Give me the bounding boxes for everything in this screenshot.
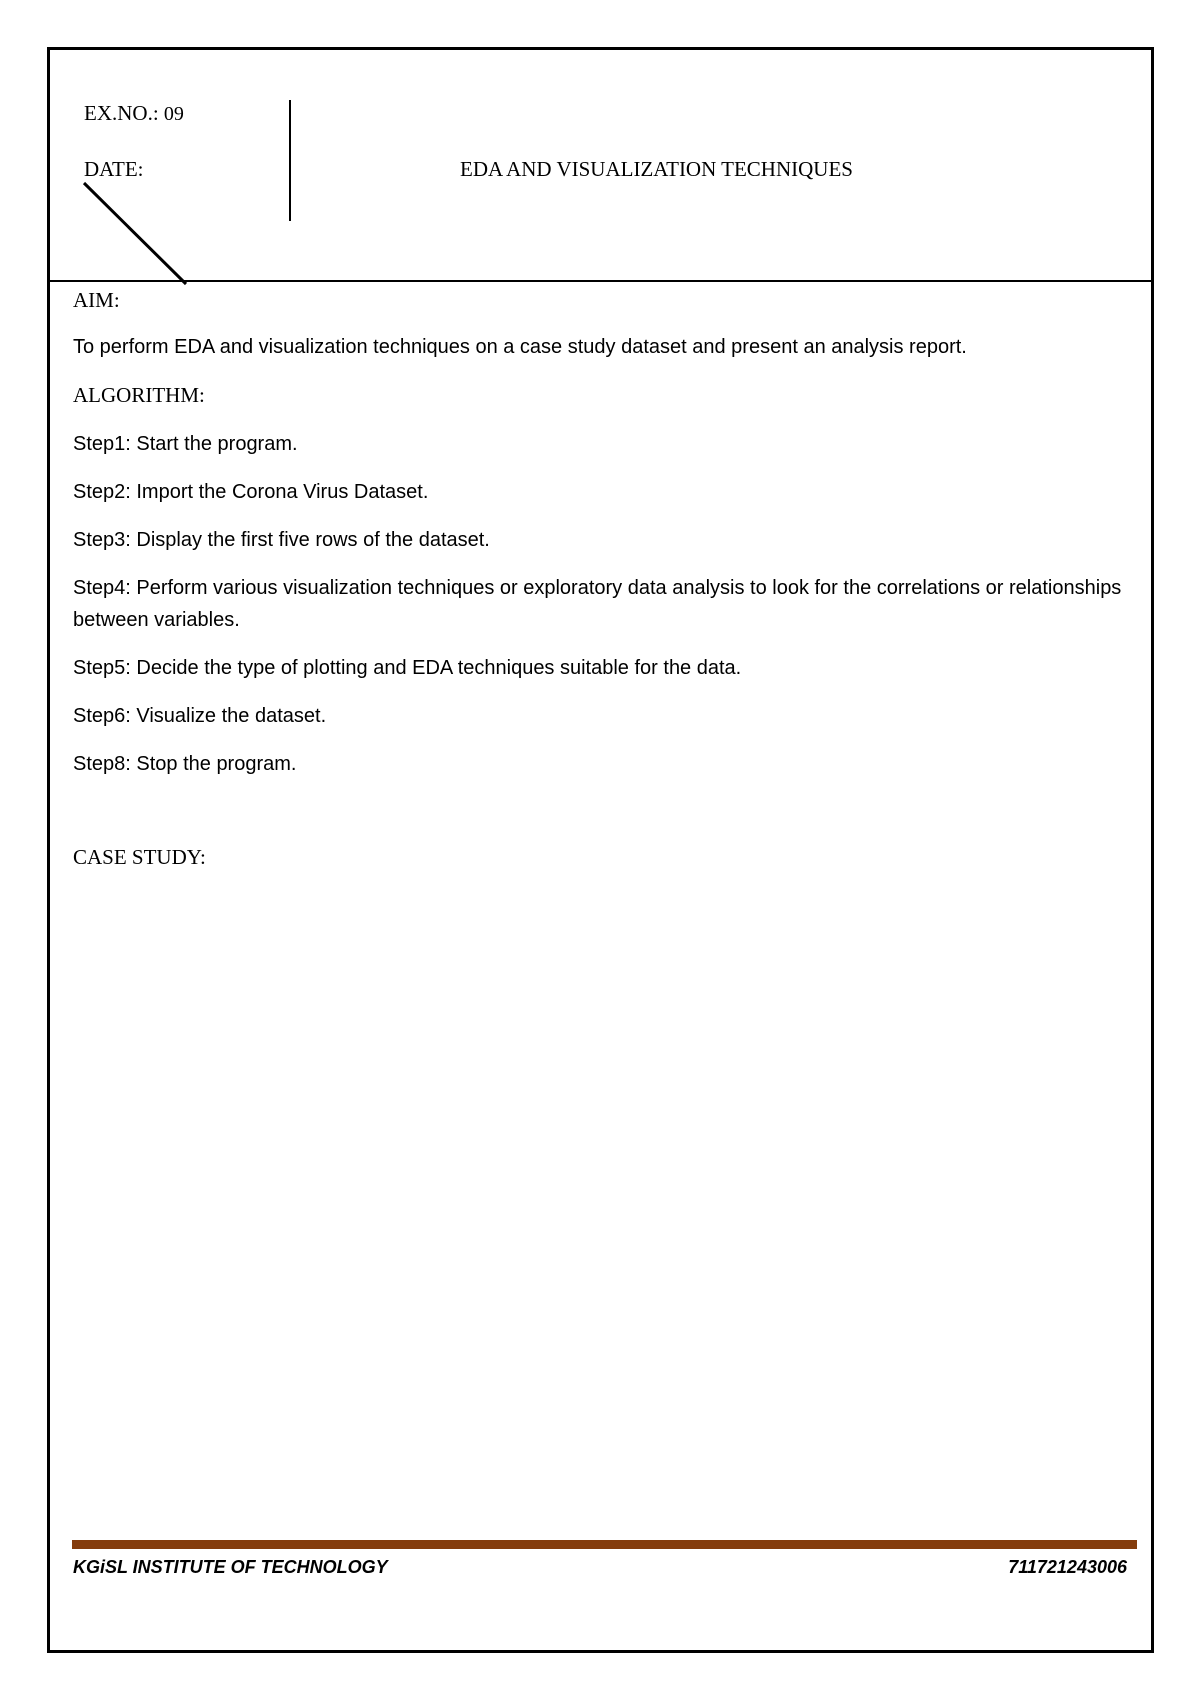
footer-bar: [72, 1540, 1137, 1549]
algorithm-step: Step5: Decide the type of plotting and EDA techniques suitable for the data.: [73, 657, 742, 679]
footer-institute: KGiSL INSTITUTE OF TECHNOLOGY: [73, 1557, 388, 1577]
algorithm-step: Step8: Stop the program.: [73, 753, 297, 775]
header-diagonal-line: [0, 0, 1200, 300]
aim-heading: AIM:: [73, 288, 120, 312]
date-label: DATE:: [84, 157, 144, 181]
exercise-number-label: EX.NO.:: [84, 101, 159, 125]
algorithm-heading: ALGORITHM:: [73, 383, 205, 407]
algorithm-step: Step2: Import the Corona Virus Dataset.: [73, 481, 429, 503]
footer-register-number: 711721243006: [1008, 1557, 1127, 1577]
header-divider: [50, 280, 1151, 282]
algorithm-step: Step6: Visualize the dataset.: [73, 705, 327, 727]
algorithm-step: Step3: Display the first five rows of the dataset.: [73, 529, 490, 551]
algorithm-steps: [73, 428, 1133, 796]
page-title: EDA AND VISUALIZATION TECHNIQUES: [460, 157, 853, 181]
case-study-heading: CASE STUDY:: [73, 845, 206, 869]
algorithm-step: Step4: Perform various visualization techniques or exploratory data analysis to look for the correlations or relationships between variables.: [73, 577, 1122, 631]
aim-text: To perform EDA and visualization techniques on a case study dataset and present an analysis report.: [73, 336, 967, 358]
algorithm-step: Step1: Start the program.: [73, 433, 298, 455]
exercise-number-value: 09: [163, 103, 184, 125]
